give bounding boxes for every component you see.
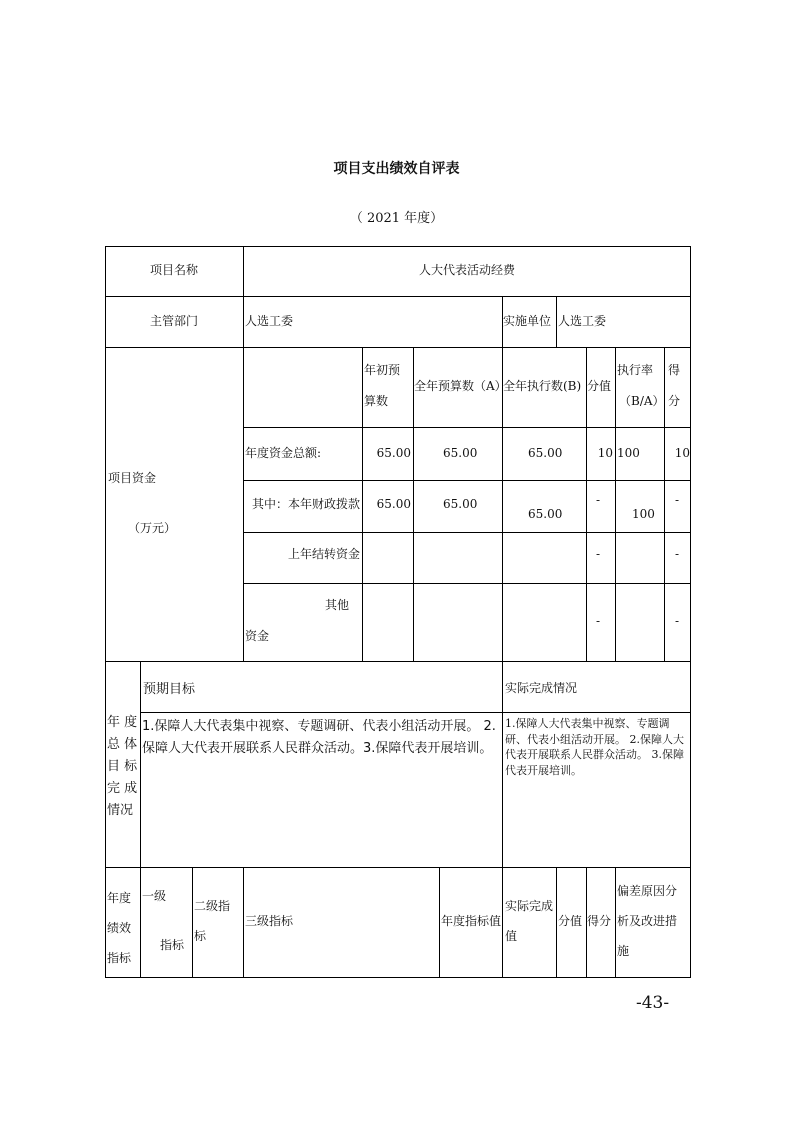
row-carryover-label: 上年结转资金 <box>287 547 360 561</box>
level2-header-2: 标 <box>194 929 207 943</box>
header-annual-budget: 全年预算数（A） <box>414 379 507 393</box>
row-total-initial: 65.00 <box>376 446 411 460</box>
table-rule <box>243 867 244 977</box>
row-other-label-2: 资金 <box>245 629 270 643</box>
table-rule <box>502 347 503 661</box>
dept-label: 主管部门 <box>150 314 199 328</box>
table-rule <box>413 347 414 661</box>
goals-label-3: 目 标 <box>107 759 138 774</box>
actual-goal-text: 1.保障人大代表集中视察、专题调研、代表小组活动开展。 2.保障人大代表开展联系人民群众活动。 3.保障代表开展培训。 <box>505 717 684 777</box>
row-fiscal-initial: 65.00 <box>376 497 411 511</box>
header-executed: 全年执行数(B) <box>503 379 582 393</box>
row-total-rate: 100 <box>617 446 640 460</box>
dept-value: 人选工委 <box>245 314 294 328</box>
header-got-2: 分 <box>668 394 681 408</box>
expected-goal-header: 预期目标 <box>143 682 196 697</box>
header-initial-budget-2: 算数 <box>364 394 389 408</box>
header-got: 得 <box>668 363 681 377</box>
table-rule <box>140 661 141 977</box>
header-score: 分值 <box>587 379 612 393</box>
indicators-label-1: 年度 <box>107 891 132 905</box>
table-rule <box>243 583 691 584</box>
table-rule <box>502 661 503 977</box>
year-label: （ 2021 年度） <box>349 211 444 226</box>
annual-value-header: 年度指标值 <box>441 914 502 928</box>
indicators-label-3: 指标 <box>107 951 132 965</box>
table-rule <box>140 712 691 713</box>
deviation-header-3: 施 <box>617 944 630 958</box>
actual-goal-header: 实际完成情况 <box>505 681 578 695</box>
table-border-bottom <box>105 977 691 978</box>
table-rule <box>243 480 691 481</box>
row-other-score: - <box>596 614 601 628</box>
table-rule <box>105 661 691 662</box>
row-total-executed: 65.00 <box>528 446 563 460</box>
row-carryover-got: - <box>675 547 680 561</box>
header-rate-2: （B/A） <box>619 394 665 408</box>
goals-label-5: 情况 <box>107 803 134 818</box>
project-name-value: 人大代表活动经费 <box>418 263 515 277</box>
level1-header: 一级 <box>142 889 167 903</box>
impl-unit-label: 实施单位 <box>503 314 552 328</box>
level3-header: 三级指标 <box>245 914 294 928</box>
table-rule <box>615 867 616 977</box>
table-rule <box>243 246 244 661</box>
table-rule <box>586 347 587 661</box>
table-rule <box>243 532 691 533</box>
row-fiscal-label: 其中：本年财政拨款 <box>251 497 360 511</box>
table-rule <box>105 347 691 348</box>
funds-label: 项目资金 <box>108 471 157 485</box>
got-header: 得分 <box>587 914 612 928</box>
indicators-label-2: 绩效 <box>107 921 132 935</box>
row-fiscal-rate: 100 <box>632 507 655 521</box>
row-total-got: 10 <box>674 446 690 460</box>
row-total-annual: 65.00 <box>443 446 478 460</box>
goals-label-4: 完 成 <box>107 781 138 796</box>
row-total-label: 年度资金总额: <box>245 446 322 460</box>
table-border-right <box>690 246 691 978</box>
row-fiscal-annual: 65.00 <box>443 497 478 511</box>
row-fiscal-executed: 65.00 <box>528 507 563 521</box>
table-rule <box>439 867 440 977</box>
actual-value-header-2: 值 <box>505 929 518 943</box>
table-rule <box>105 296 691 297</box>
funds-unit: （万元） <box>128 521 177 535</box>
deviation-header-2: 析及改进措 <box>617 914 678 928</box>
page-title: 项目支出绩效自评表 <box>333 161 460 177</box>
deviation-header-1: 偏差原因分 <box>617 884 678 898</box>
goals-label-2: 总 体 <box>107 737 138 752</box>
level1-header-2: 指标 <box>160 938 185 952</box>
table-border-left <box>105 246 106 978</box>
table-rule <box>556 296 557 347</box>
score-header: 分值 <box>558 914 583 928</box>
goals-label-1: 年 度 <box>107 715 138 730</box>
table-rule <box>243 427 691 428</box>
row-carryover-score: - <box>596 547 601 561</box>
project-name-label: 项目名称 <box>150 263 199 277</box>
header-rate: 执行率 <box>617 363 654 377</box>
row-other-label: 其他 <box>325 598 350 612</box>
table-rule <box>192 867 193 977</box>
row-total-score: 10 <box>597 446 613 460</box>
level2-header: 二级指 <box>194 899 231 913</box>
page-number: -43- <box>636 993 670 1013</box>
expected-goal-text: 1.保障人大代表集中视察、专题调研、代表小组活动开展。 2.保障人大代表开展联系人民群众活动。3.保障代表开展培训。 <box>142 719 496 756</box>
row-fiscal-got: - <box>675 493 680 507</box>
table-rule <box>615 347 616 661</box>
row-other-got: - <box>675 614 680 628</box>
row-fiscal-score: - <box>596 493 601 507</box>
table-rule <box>556 867 557 977</box>
table-border-top <box>105 246 691 247</box>
impl-unit-value: 人选工委 <box>558 314 607 328</box>
actual-value-header: 实际完成 <box>505 899 554 913</box>
header-initial-budget: 年初预 <box>364 363 401 377</box>
